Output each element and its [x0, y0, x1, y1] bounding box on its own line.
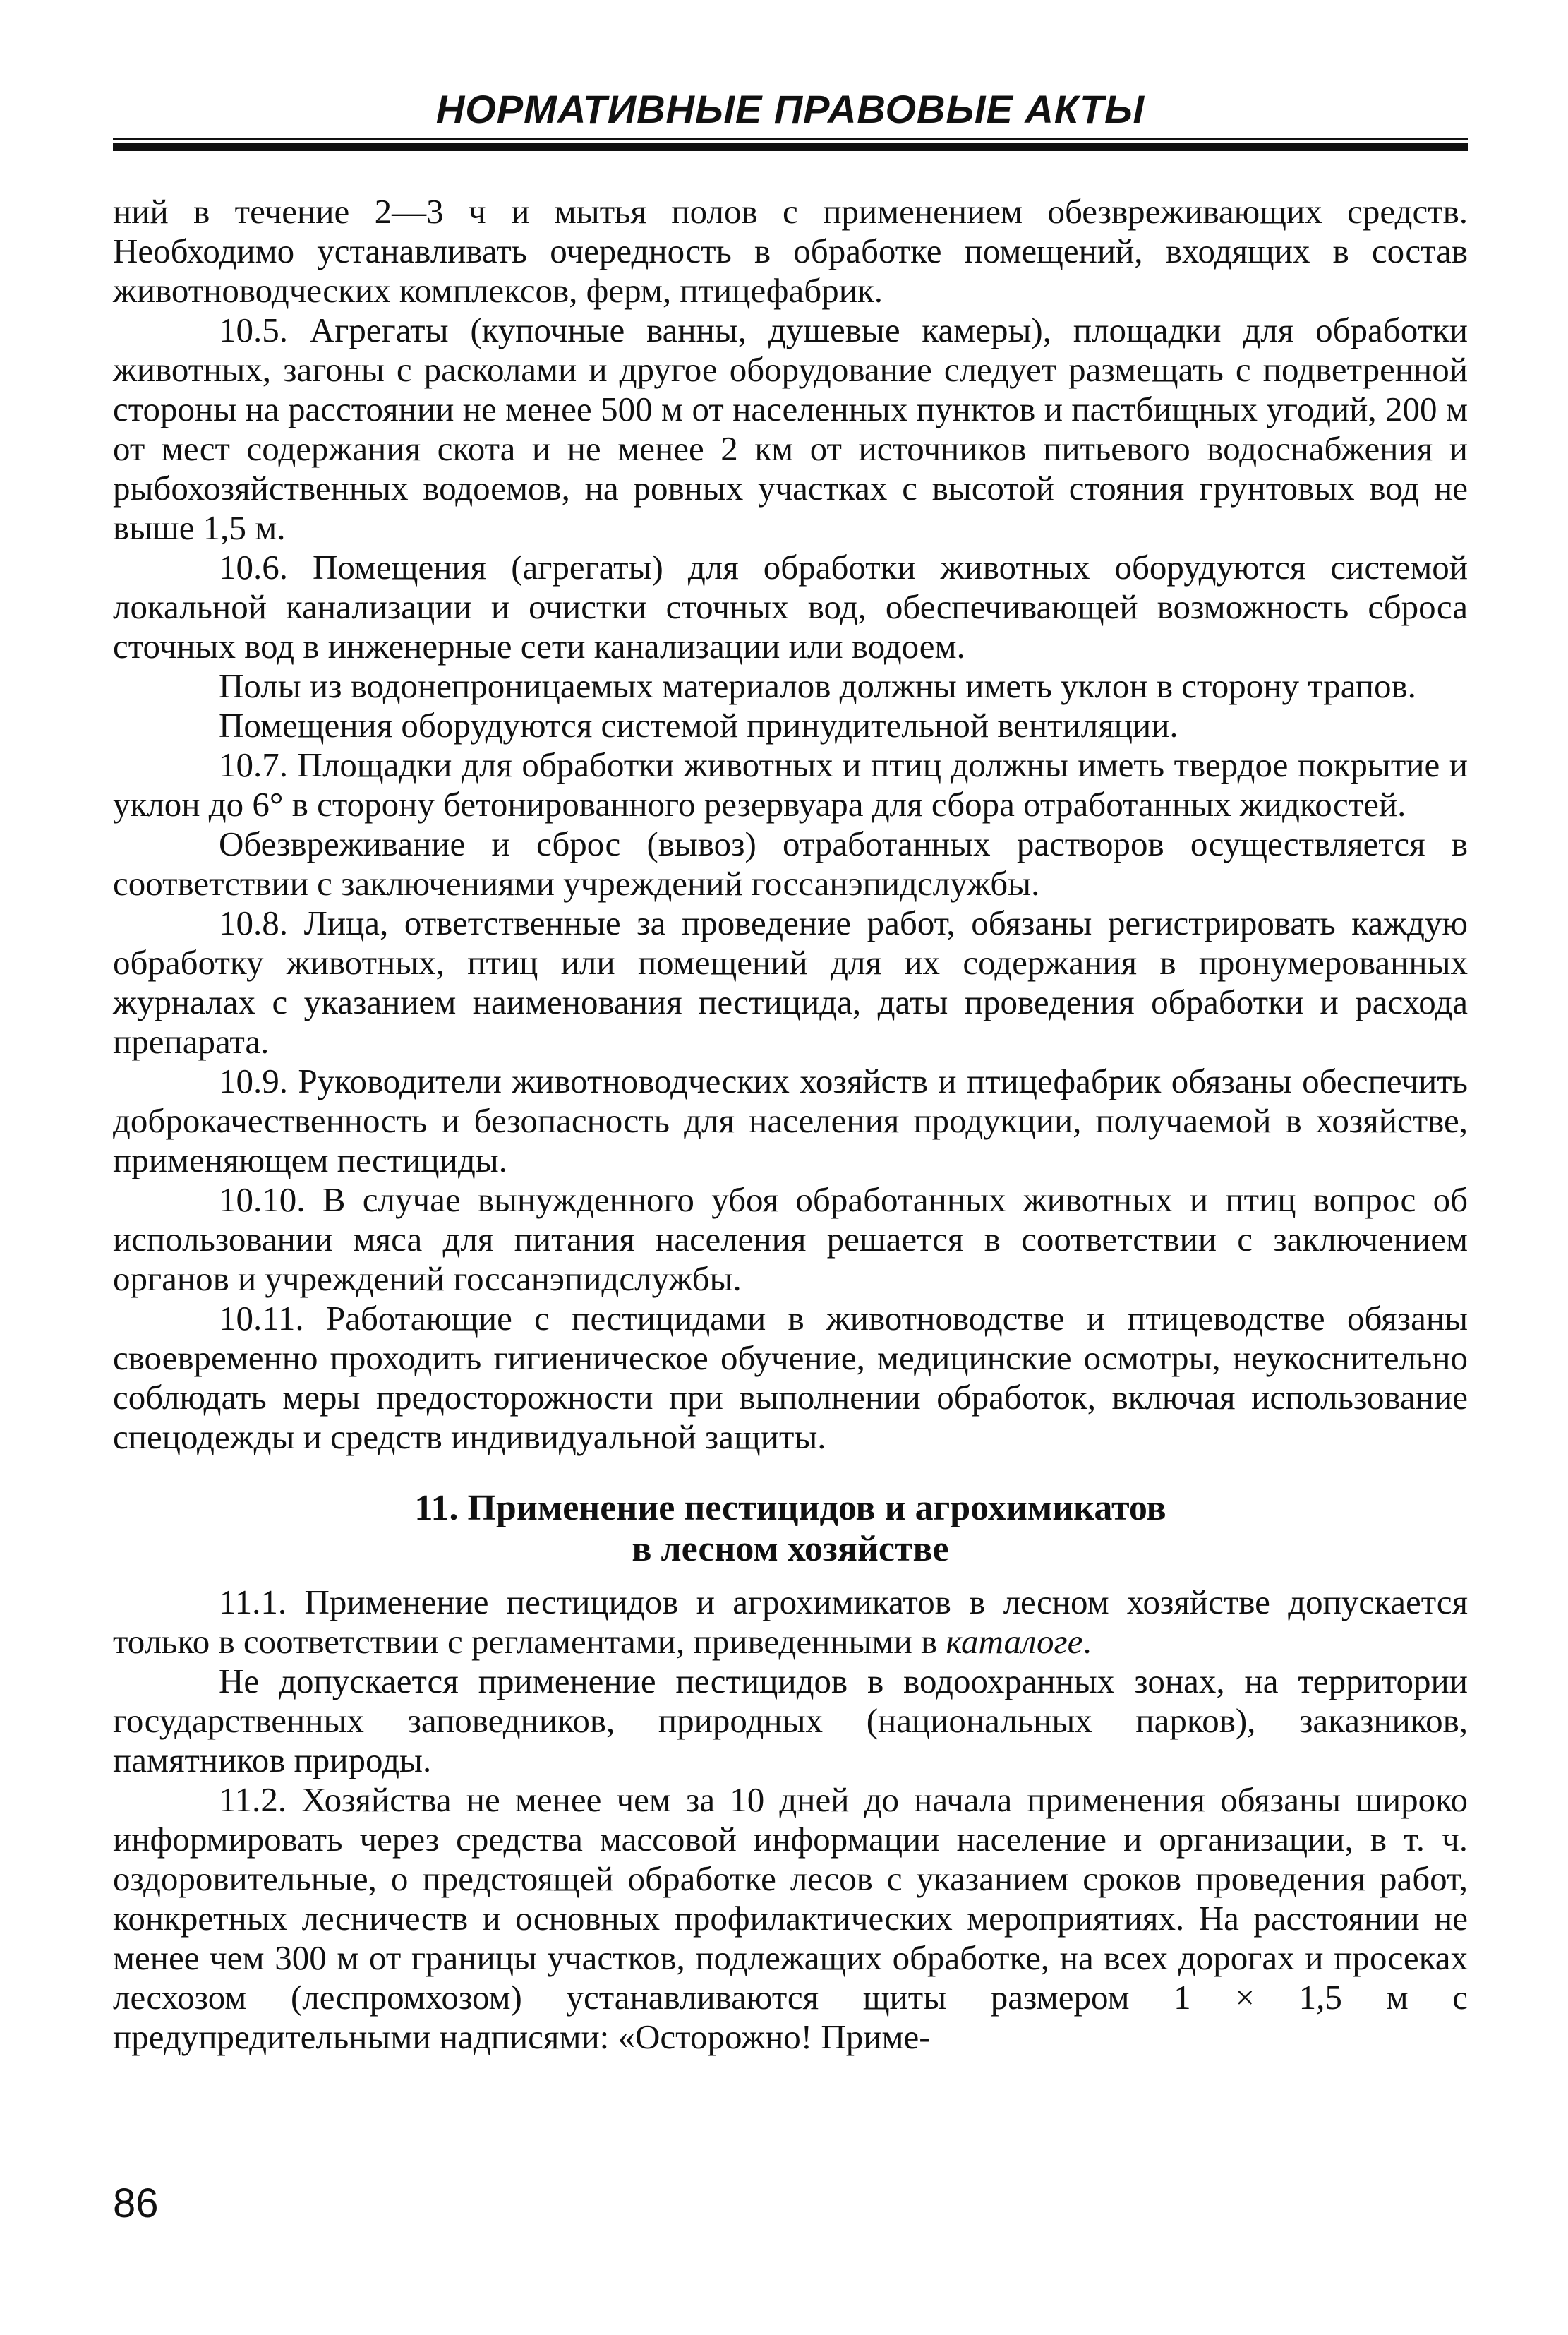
paragraph-10-9: 10.9. Руководители животноводческих хозяйств и птицефабрик обязаны обеспечить доброкачественность и безопасность для населения продукции, получаемой в хозяйстве, применяющем пестициды.: [113, 1062, 1468, 1179]
running-header-title: НОРМАТИВНЫЕ ПРАВОВЫЕ АКТЫ: [435, 87, 1145, 131]
paragraph-floors: Полы из водонепроницаемых материалов должны иметь уклон в сторону трапов.: [219, 666, 1416, 705]
paragraph-10-8: 10.8. Лица, ответственные за проведение работ, обязаны регистрировать каждую обработку животных, птиц или помещений для их содержания в пронумерованных журналах с указанием наименования пестицида, даты проведения обработки и расхода препарата.: [113, 904, 1468, 1061]
paragraph-11-1-tail: .: [1082, 1622, 1092, 1661]
paragraph-continued: ний в течение 2—3 ч и мытья полов с применением обезвреживающих средств. Необходимо устанавливать очередность в обработке помещений, входящих в состав животноводческих комплексов, ферм, птицефабрик.: [113, 192, 1468, 310]
paragraph-11-1: [113, 1583, 1468, 1662]
header-rule-thin: [113, 138, 1468, 140]
page-body: [113, 192, 1468, 2057]
paragraph-10-11: 10.11. Работающие с пестицидами в животноводстве и птицеводстве обязаны своевременно проходить гигиеническое обучение, медицинские осмотры, неукоснительно соблюдать меры предосторожности при выполнении обработок, включая использование спецодежды и средств индивидуальной защиты.: [113, 1299, 1468, 1456]
paragraph-10-5: 10.5. Агрегаты (купочные ванны, душевые камеры), площадки для обработки животных, загоны с расколами и другое оборудование следует размещать с подветренной стороны на расстоянии не менее 500 м от населенных пунктов и пастбищных угодий, 200 м от мест содержания скота и не менее 2 км от источников питьевого водоснабжения и рыбохозяйственных водоемов, на ровных участках с высотой стояния грунтовых вод не выше 1,5 м.: [113, 311, 1468, 547]
paragraph-11-1-emphasis: каталоге: [946, 1622, 1083, 1661]
section-heading-line-1: 11. Применение пестицидов и агрохимикатов: [414, 1488, 1166, 1528]
section-heading-line-2: в лесном хозяйстве: [632, 1529, 949, 1569]
paragraph-neutralization: Обезвреживание и сброс (вывоз) отработанных растворов осуществляется в соответствии с заключениями учреждений госсанэпидслужбы.: [113, 824, 1468, 903]
paragraph-ventilation: Помещения оборудуются системой принудительной вентиляции.: [219, 706, 1178, 745]
page-number: 86: [113, 2180, 159, 2226]
paragraph-11-1-text: 11.1. Применение пестицидов и агрохимикатов в лесном хозяйстве допускается только в соответствии с регламентами, приведенными в: [113, 1583, 1468, 1661]
paragraph-10-6: 10.6. Помещения (агрегаты) для обработки животных оборудуются системой локальной канализации и очистки сточных вод, обеспечивающей возможность сброса сточных вод в инженерные сети канализации или водоем.: [113, 548, 1468, 666]
paragraph-protected-zones: Не допускается применение пестицидов в водоохранных зонах, на территории государственных заповедников, природных (национальных парков), заказников, памятников природы.: [113, 1662, 1468, 1779]
paragraph-10-7: 10.7. Площадки для обработки животных и птиц должны иметь твердое покрытие и уклон до 6° в сторону бетонированного резервуара для сбора отработанных жидкостей.: [113, 745, 1468, 824]
header-rule-thick: [113, 143, 1468, 151]
running-header: [113, 88, 1468, 151]
paragraph-10-10: 10.10. В случае вынужденного убоя обработанных животных и птиц вопрос об использовании мяса для питания населения решается в соответствии с заключением органов и учреждений госсанэпидслужбы.: [113, 1180, 1468, 1298]
section-heading: [113, 1488, 1468, 1570]
paragraph-11-2: 11.2. Хозяйства не менее чем за 10 дней до начала применения обязаны широко информировать через средства массовой информации население и организации, в т. ч. оздоровительные, о предстоящей обработке лесов с указанием сроков проведения работ, конкретных лесничеств и основных профилактических мероприятиях. На расстоянии не менее чем 300 м от границы участков, подлежащих обработке, на всех дорогах и просеках лесхозом (леспромхозом) устанавливаются щиты размером 1 × 1,5 м с предупредительными надписями: «Осторожно! Приме-: [113, 1780, 1468, 2056]
